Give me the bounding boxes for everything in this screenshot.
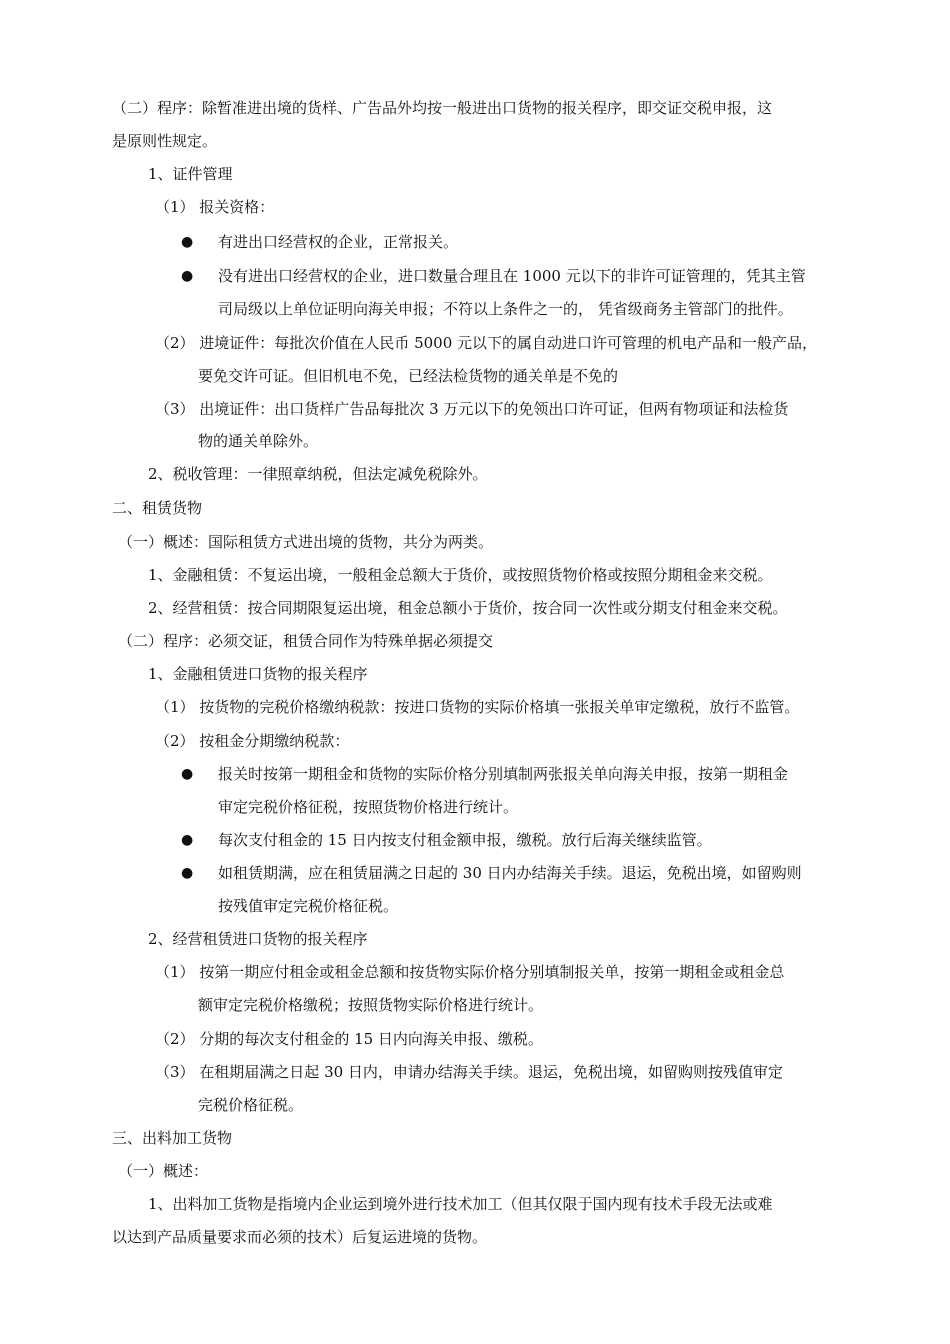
text-line: （2） 按租金分期缴纳税款： [155,732,350,750]
text-line: 2、经营租赁：按合同期限复运出境，租金总额小于货价，按合同一次性或分期支付租金来交税。 [148,599,788,617]
bullet-icon: ● [181,865,194,881]
text-line: 2、税收管理：一律照章纳税，但法定减免税除外。 [148,465,488,483]
bullet-icon: ● [181,766,194,782]
bullet-icon: ● [181,268,194,284]
text-line: （一）概述： [118,1162,209,1180]
text-line: （1） 按货物的完税价格缴纳税款：按进口货物的实际价格填一张报关单审定缴税，放行不监管。 [155,698,800,716]
text-line: （2） 进境证件：每批次价值在人民币 5000 元以下的属自动进口许可管理的机电产品和一般产品， [155,334,818,352]
text-line: （2） 分期的每次支付租金的 15 日内向海关申报、缴税。 [155,1030,543,1048]
text-line: 物的通关单除外。 [198,432,319,450]
text-line: 1、证件管理 [148,165,233,183]
text-line: （二）程序：必须交证，租赁合同作为特殊单据必须提交 [118,632,494,650]
text-line: （3） 出境证件：出口货样广告品每批次 3 万元以下的免领出口许可证，但两有物项证和法检货 [155,400,789,418]
text-line: （二）程序：除暂准进出境的货样、广告品外均按一般进出口货物的报关程序，即交证交税申报，这 [112,99,773,117]
text-line: 每次支付租金的 15 日内按支付租金额申报，缴税。放行后海关继续监管。 [218,831,712,849]
text-line: （3） 在租期届满之日起 30 日内，申请办结海关手续。退运，免税出境，如留购则按残值审定 [155,1063,783,1081]
text-line: 有进出口经营权的企业，正常报关。 [218,233,459,251]
text-line: 完税价格征税。 [198,1096,304,1114]
text-line: 2、经营租赁进口货物的报关程序 [148,930,368,948]
text-line: 1、金融租赁进口货物的报关程序 [148,665,368,683]
text-line: 报关时按第一期租金和货物的实际价格分别填制两张报关单向海关申报，按第一期租金 [218,765,789,783]
text-line: 没有进出口经营权的企业，进口数量合理且在 1000 元以下的非许可证管理的，凭其主管 [218,267,806,285]
text-line: 按残值审定完税价格征税。 [218,897,399,915]
text-line: 是原则性规定。 [112,132,218,150]
section-heading: 三、出料加工货物 [112,1129,233,1147]
text-line: 1、金融租赁：不复运出境，一般租金总额大于货价，或按照货物价格或按照分期租金来交税。 [148,566,773,584]
text-line: 司局级以上单位证明向海关申报；不符以上条件之一的， 凭省级商务主管部门的批件。 [218,300,793,318]
text-line: 要免交许可证。但旧机电不免，已经法检货物的通关单是不免的 [198,367,619,385]
text-line: （1） 报关资格： [155,198,275,216]
bullet-icon: ● [181,234,194,250]
section-heading: 二、租赁货物 [112,499,203,517]
text-line: （1） 按第一期应付租金或租金总额和按货物实际价格分别填制报关单，按第一期租金或租金总 [155,963,785,981]
text-line: 以达到产品质量要求而必须的技术）后复运进境的货物。 [112,1228,488,1246]
text-line: （一）概述：国际租赁方式进出境的货物，共分为两类。 [118,533,494,551]
text-line: 如租赁期满，应在租赁届满之日起的 30 日内办结海关手续。退运，免税出境，如留购则 [218,864,802,882]
text-line: 额审定完税价格缴税；按照货物实际价格进行统计。 [198,996,544,1014]
text-line: 审定完税价格征税，按照货物价格进行统计。 [218,798,519,816]
text-line: 1、出料加工货物是指境内企业运到境外进行技术加工（但其仅限于国内现有技术手段无法或难 [148,1195,773,1213]
bullet-icon: ● [181,832,194,848]
